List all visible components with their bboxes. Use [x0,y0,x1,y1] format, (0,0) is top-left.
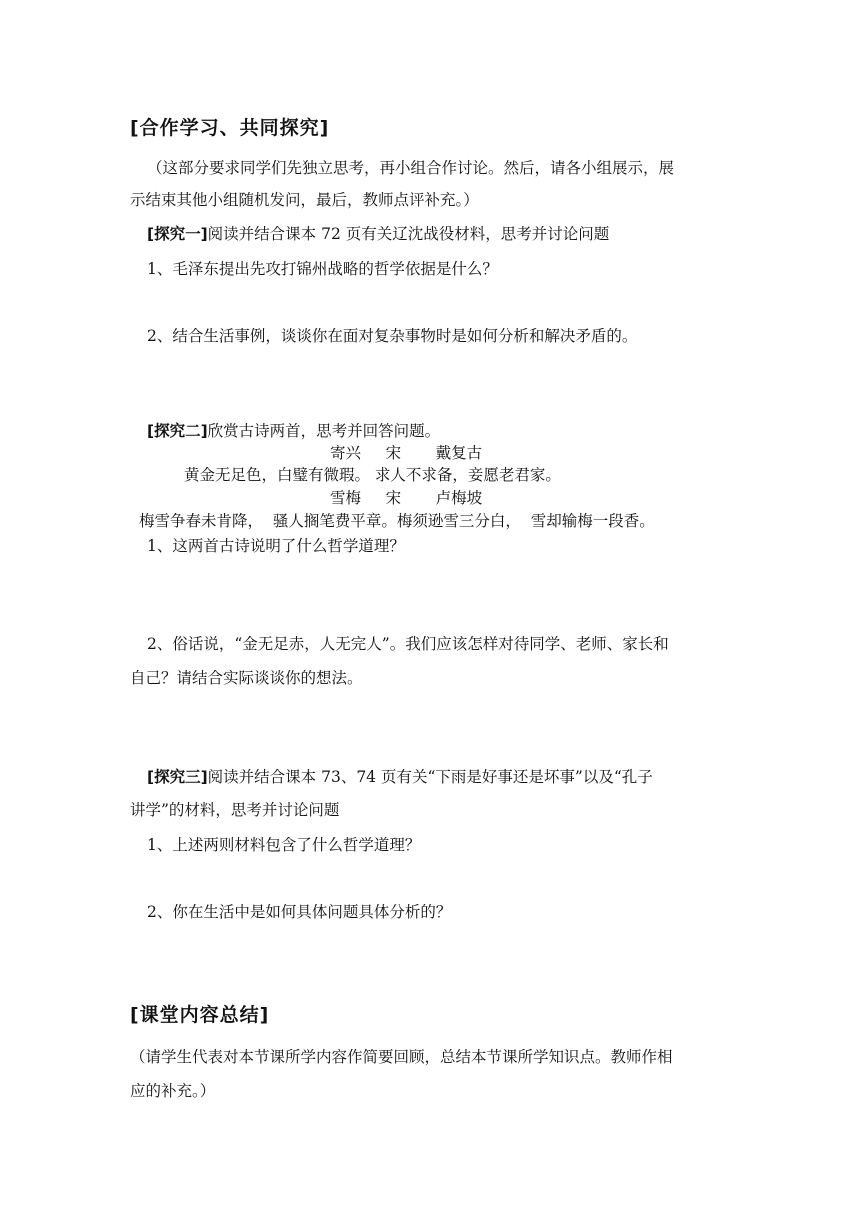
inquiry-2-question-2-line-1: 2、俗话说，“金无足赤，人无完人”。我们应该怎样对待同学、老师、家长和 [147,635,669,653]
summary-text-line-2: 应的补充。） [130,1082,216,1100]
inquiry-3-tag: [探究三] [147,768,208,786]
inquiry-2-text: 欣赏古诗两首，思考并回答问题。 [207,422,441,440]
inquiry-2-question-2-line-2: 自己？请结合实际谈谈你的想法。 [130,669,363,687]
inquiry-2-line [147,421,440,441]
inquiry-1-question-1: 1、毛泽东提出先攻打锦州战略的哲学依据是什么？ [147,260,498,278]
poem-1-body: 黄金无足色，白璧有微瑕。 求人不求备，妾愿老君家。 [184,466,561,484]
poem-2-title: 雪梅 宋 卢梅坡 [330,489,483,507]
section-heading-cooperative-learning: [合作学习、共同探究] [130,117,330,139]
inquiry-1-line [147,224,609,244]
inquiry-2-question-1: 1、这两首古诗说明了什么哲学道理？ [147,537,405,555]
section-heading-class-summary: [课堂内容总结] [130,1004,270,1026]
summary-text-line-1: （请学生代表对本节课所学内容作简要回顾，总结本节课所学知识点。教师作相 [130,1048,673,1066]
poem-1-title: 寄兴 宋 戴复古 [330,444,483,462]
inquiry-1-question-2: 2、结合生活事例，谈谈你在面对复杂事物时是如何分析和解决矛盾的。 [147,327,638,345]
section-intro-line-2: 示结束其他小组随机发问，最后，教师点评补充。） [130,191,479,209]
inquiry-3-text-line-2: 讲学”的材料，思考并讨论问题 [130,801,340,819]
section-intro-line-1: （这部分要求同学们先独立思考，再小组合作讨论。然后，请各小组展示，展 [147,159,675,177]
inquiry-3-question-2: 2、你在生活中是如何具体问题具体分析的？ [147,903,452,921]
inquiry-1-tag: [探究一] [147,225,208,243]
inquiry-3-question-1: 1、上述两则材料包含了什么哲学道理？ [147,836,421,854]
inquiry-3-text-line-1: 阅读并结合课本 73、74 页有关“下雨是好事还是坏事”以及“孔子 [207,768,653,786]
inquiry-2-tag: [探究二] [147,422,208,440]
inquiry-3-line-1 [147,767,653,787]
poem-2-body: 梅雪争春未肯降， 骚人搁笔费平章。梅须逊雪三分白， 雪却输梅一段香。 [139,512,655,530]
inquiry-1-text: 阅读并结合课本 72 页有关辽沈战役材料，思考并讨论问题 [207,225,610,243]
